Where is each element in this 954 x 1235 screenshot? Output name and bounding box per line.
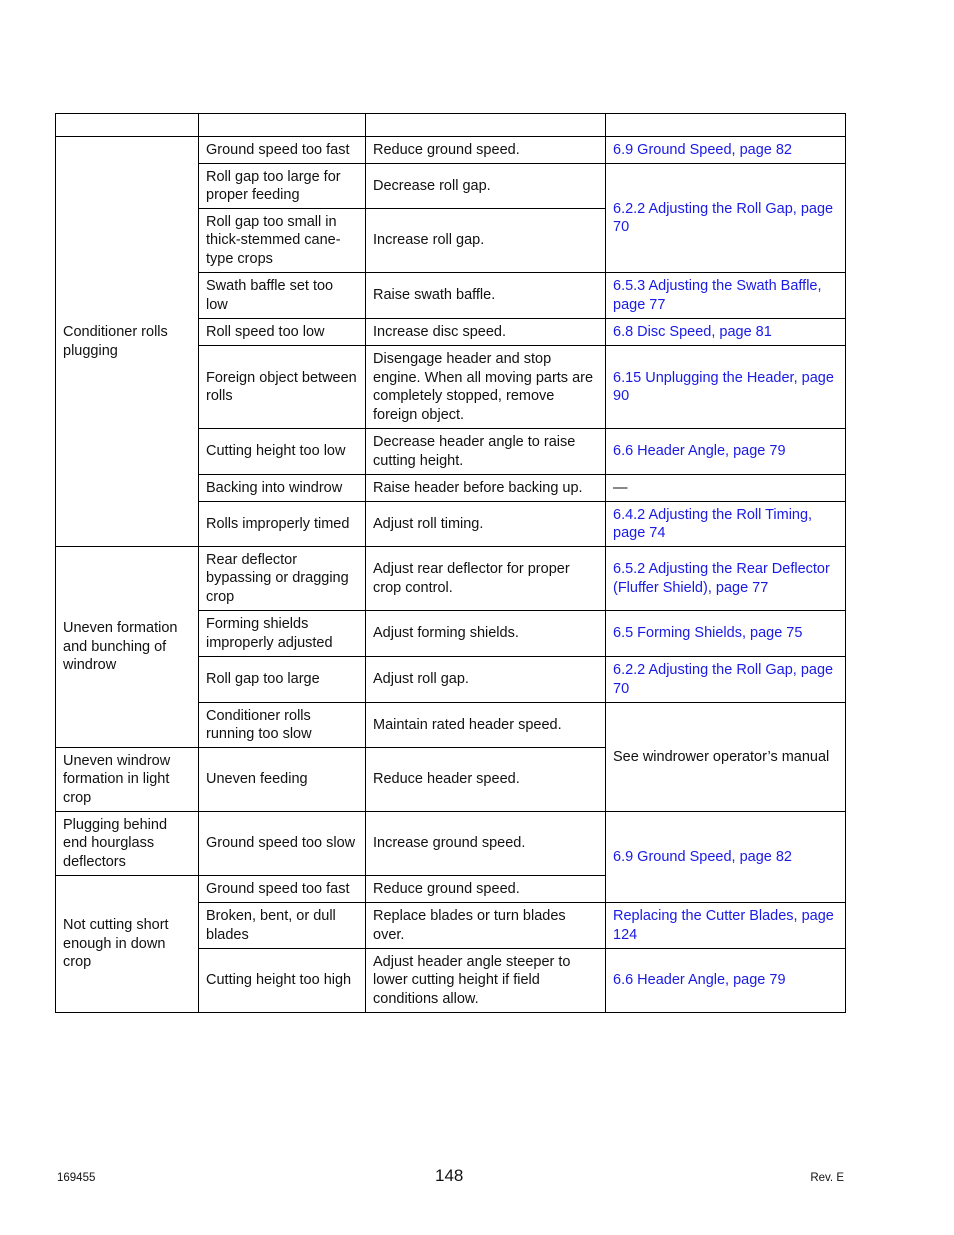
column-header xyxy=(199,114,366,137)
problem-cell: Conditioner rolls running too slow xyxy=(199,703,366,748)
reference-link[interactable]: 6.6 Header Angle, page 79 xyxy=(606,949,846,1013)
problem-cell: Uneven feeding xyxy=(199,748,366,812)
reference-link[interactable]: 6.6 Header Angle, page 79 xyxy=(606,429,846,475)
revision-label: Rev. E xyxy=(810,1172,844,1184)
column-header xyxy=(606,114,846,137)
solution-cell: Increase roll gap. xyxy=(366,209,606,273)
symptom-cell: Plugging behind end hourglass deflectors xyxy=(56,812,199,876)
solution-cell: Reduce ground speed. xyxy=(366,137,606,164)
symptom-cell: Not cutting short enough in down crop xyxy=(56,876,199,1013)
reference-link[interactable]: 6.4.2 Adjusting the Roll Timing, page 74 xyxy=(606,502,846,547)
solution-cell: Raise swath baffle. xyxy=(366,273,606,319)
reference-cell: See windrower operator’s manual xyxy=(606,703,846,812)
solution-cell: Decrease roll gap. xyxy=(366,164,606,209)
page-number: 148 xyxy=(435,1166,464,1185)
problem-cell: Cutting height too high xyxy=(199,949,366,1013)
table-header-row xyxy=(56,114,846,137)
problem-cell: Rear deflector bypassing or dragging crop xyxy=(199,547,366,611)
document-number: 169455 xyxy=(57,1172,96,1184)
solution-cell: Adjust roll gap. xyxy=(366,657,606,703)
symptom-cell: Uneven formation and bunching of windrow xyxy=(56,547,199,748)
solution-cell: Adjust forming shields. xyxy=(366,611,606,657)
solution-cell: Adjust rear deflector for proper crop control. xyxy=(366,547,606,611)
problem-cell: Ground speed too slow xyxy=(199,812,366,876)
reference-link[interactable]: 6.5.2 Adjusting the Rear Deflector (Fluffer Shield), page 77 xyxy=(606,547,846,611)
solution-cell: Increase ground speed. xyxy=(366,812,606,876)
problem-cell: Ground speed too fast xyxy=(199,876,366,903)
reference-link[interactable]: 6.15 Unplugging the Header, page 90 xyxy=(606,346,846,429)
problem-cell: Roll speed too low xyxy=(199,319,366,346)
solution-cell: Replace blades or turn blades over. xyxy=(366,903,606,949)
solution-cell: Reduce ground speed. xyxy=(366,876,606,903)
reference-link[interactable]: Replacing the Cutter Blades, page 124 xyxy=(606,903,846,949)
reference-link[interactable]: 6.8 Disc Speed, page 81 xyxy=(606,319,846,346)
problem-cell: Ground speed too fast xyxy=(199,137,366,164)
problem-cell: Backing into windrow xyxy=(199,475,366,502)
problem-cell: Foreign object between rolls xyxy=(199,346,366,429)
reference-link[interactable]: 6.9 Ground Speed, page 82 xyxy=(606,137,846,164)
reference-link[interactable]: 6.9 Ground Speed, page 82 xyxy=(606,812,846,903)
troubleshooting-table xyxy=(55,113,846,1013)
symptom-cell: Uneven windrow formation in light crop xyxy=(56,748,199,812)
problem-cell: Roll gap too large for proper feeding xyxy=(199,164,366,209)
problem-cell: Roll gap too large xyxy=(199,657,366,703)
problem-cell: Broken, bent, or dull blades xyxy=(199,903,366,949)
symptom-cell: Conditioner rolls plugging xyxy=(56,137,199,547)
solution-cell: Raise header before backing up. xyxy=(366,475,606,502)
problem-cell: Swath baffle set too low xyxy=(199,273,366,319)
problem-cell: Forming shields improperly adjusted xyxy=(199,611,366,657)
reference-link[interactable]: 6.5 Forming Shields, page 75 xyxy=(606,611,846,657)
problem-cell: Rolls improperly timed xyxy=(199,502,366,547)
table-row xyxy=(56,137,846,164)
solution-cell: Maintain rated header speed. xyxy=(366,703,606,748)
solution-cell: Adjust roll timing. xyxy=(366,502,606,547)
problem-cell: Cutting height too low xyxy=(199,429,366,475)
problem-cell: Roll gap too small in thick-stemmed cane-type crops xyxy=(199,209,366,273)
solution-cell: Adjust header angle steeper to lower cutting height if field conditions allow. xyxy=(366,949,606,1013)
table-row xyxy=(56,812,846,876)
solution-cell: Decrease header angle to raise cutting height. xyxy=(366,429,606,475)
reference-cell: — xyxy=(606,475,846,502)
reference-link[interactable]: 6.5.3 Adjusting the Swath Baffle, page 77 xyxy=(606,273,846,319)
solution-cell: Disengage header and stop engine. When all moving parts are completely stopped, remove foreign object. xyxy=(366,346,606,429)
solution-cell: Reduce header speed. xyxy=(366,748,606,812)
column-header xyxy=(56,114,199,137)
table-row xyxy=(56,547,846,611)
reference-link[interactable]: 6.2.2 Adjusting the Roll Gap, page 70 xyxy=(606,164,846,273)
column-header xyxy=(366,114,606,137)
solution-cell: Increase disc speed. xyxy=(366,319,606,346)
reference-link[interactable]: 6.2.2 Adjusting the Roll Gap, page 70 xyxy=(606,657,846,703)
